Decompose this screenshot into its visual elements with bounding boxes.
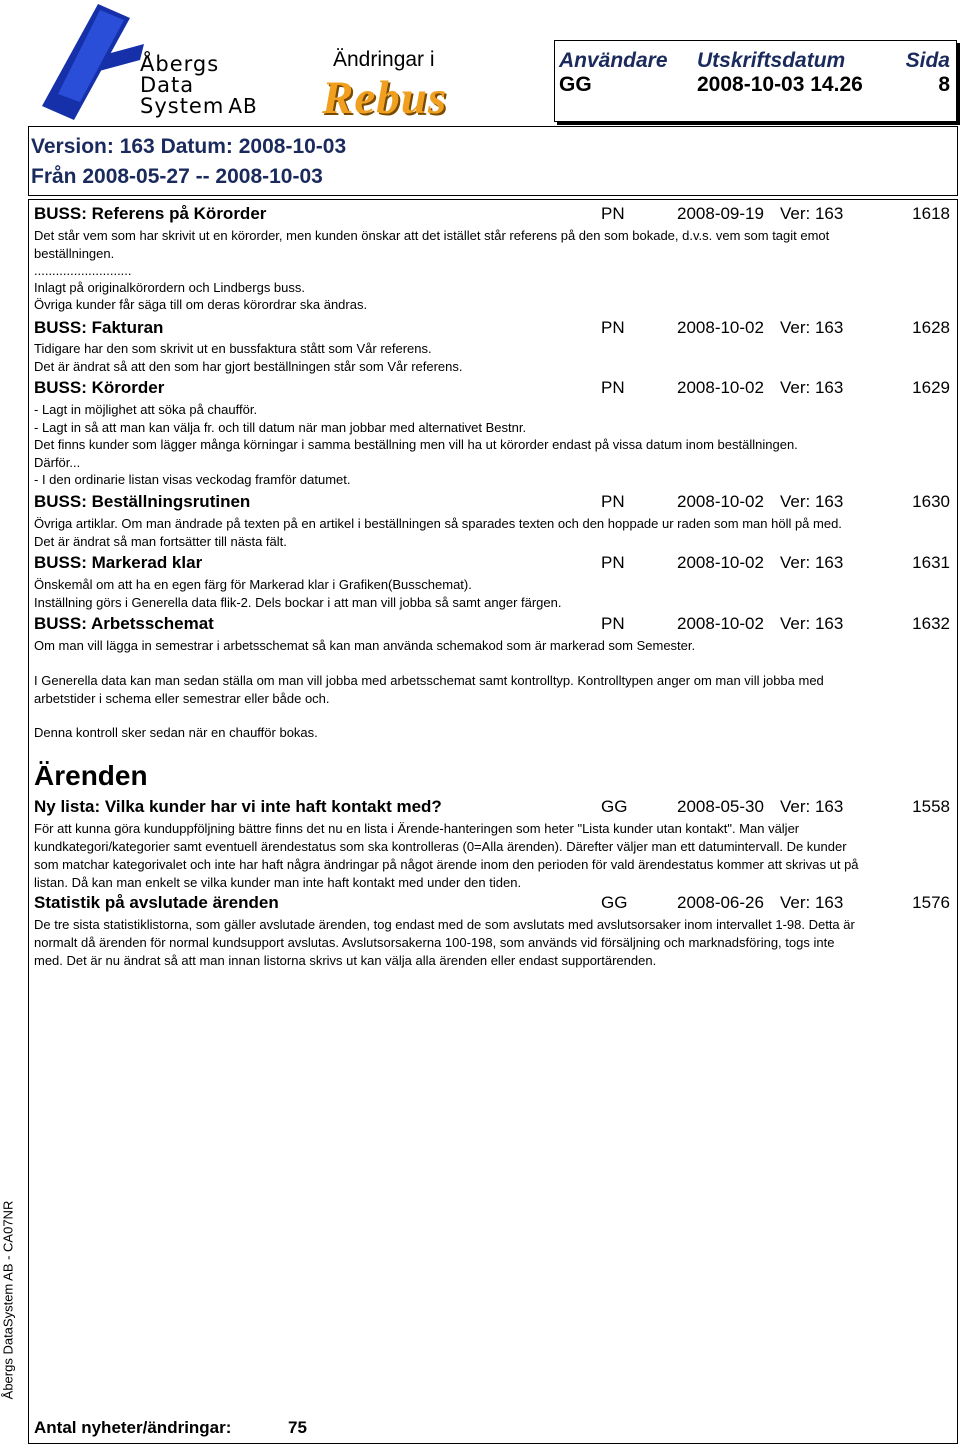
entry-version: Ver: 163 [780, 378, 844, 397]
entry-title: Ny lista: Vilka kunder har vi inte haft kontakt med? [34, 797, 442, 816]
user-value: GG [559, 73, 592, 96]
entry-text-line: Inställning görs i Generella data flik-2. Dels bockar i att man vill jobba så samt anger färgen. [34, 595, 562, 610]
entry-version: Ver: 163 [780, 893, 844, 912]
entry-text-line: I Generella data kan man sedan ställa om man vill jobba med arbetsschemat samt kontrolltyp. Kontrolltypen anger om man vill jobba med [34, 673, 824, 688]
change-entry-header [34, 318, 952, 340]
entry-text-line: listan. Då kan man enkelt se vilka kunder man inte haft kontakt med under den tiden. [34, 875, 522, 890]
case-entry-header [34, 797, 952, 819]
entry-text-line: Tidigare har den som skrivit ut en bussfaktura stått som Vår referens. [34, 341, 432, 356]
entry-text-line: med. Det är nu ändrat så att man innan listorna skrivs ut kan välja alla ärenden eller endast supportärenden. [34, 953, 657, 968]
entry-title: BUSS: Arbetsschemat [34, 614, 214, 633]
change-entry-header [34, 204, 952, 226]
entry-signature: GG [601, 893, 628, 912]
logo-system: System [140, 94, 225, 118]
entry-text-line: - Lagt in möjlighet att söka på chaufför. [34, 402, 258, 417]
vertical-footer-text [0, 1155, 18, 1445]
entry-number: 1629 [912, 378, 950, 397]
change-entry-header [34, 553, 952, 575]
entry-number: 1628 [912, 318, 950, 337]
entry-text-line: beställningen. [34, 246, 115, 261]
entry-date: 2008-10-02 [677, 492, 764, 511]
section-title: Ärenden [34, 760, 148, 791]
entry-date: 2008-10-02 [677, 553, 764, 572]
entry-text-line: Därför... [34, 455, 81, 470]
version-line: Version: 163 Datum: 2008-10-03 [31, 135, 347, 158]
entry-version: Ver: 163 [780, 614, 844, 633]
entry-date: 2008-05-30 [677, 797, 764, 816]
entry-version: Ver: 163 [780, 797, 844, 816]
entry-signature: PN [601, 204, 625, 223]
entry-text-line: som matchar kategorivalet och inte har haft några ändringar på något ärende inom den perioden för vald ärendestatus kommer att skrivas ut på [34, 857, 859, 872]
changes-in-label: Ändringar i [333, 48, 435, 71]
entry-signature: GG [601, 797, 628, 816]
entry-version: Ver: 163 [780, 553, 844, 572]
entry-date: 2008-06-26 [677, 893, 764, 912]
entry-signature: PN [601, 378, 625, 397]
entry-date: 2008-10-02 [677, 378, 764, 397]
entry-signature: PN [601, 492, 625, 511]
footer-count-label: Antal nyheter/ändringar: [34, 1418, 232, 1437]
page-label: Sida [905, 49, 950, 72]
vertical-company-code: Åbergs DataSystem AB - CA07NR [0, 1200, 16, 1400]
entry-title: BUSS: Fakturan [34, 318, 164, 337]
entry-title: BUSS: Beställningsrutinen [34, 492, 251, 511]
logo-line-1: Åbergs [140, 52, 220, 76]
logo-ab: AB [228, 94, 258, 118]
entry-text-line: Det finns kunder som lägger många körningar i samma beställning men vill ha ut körorder endast på vissa datum inom beställningen. [34, 437, 798, 452]
entry-signature: PN [601, 553, 625, 572]
entry-version: Ver: 163 [780, 318, 844, 337]
entry-text-line: Övriga kunder får säga till om deras körordrar ska ändras. [34, 297, 368, 312]
entry-date: 2008-09-19 [677, 204, 764, 223]
logo-line-3 [140, 96, 258, 117]
user-label: Användare [559, 49, 668, 72]
entry-title: Statistik på avslutade ärenden [34, 893, 279, 912]
print-date-label: Utskriftsdatum [697, 49, 846, 72]
version-box [28, 126, 958, 196]
entry-text-line: Önskemål om att ha en egen färg för Markerad klar i Grafiken(Busschemat). [34, 577, 472, 592]
entry-text-line: normalt då ärenden för normal kundsupport avslutas. Avslutsorsakerna 100-198, som används vid försäljning och marknadsföring, togs inte [34, 935, 835, 950]
entry-text-line: Om man vill lägga in semestrar i arbetsschemat så kan man använda schemakod som är markerad som Semester. [34, 638, 696, 653]
entry-text-line: Denna kontroll sker sedan när en chaufför bokas. [34, 725, 318, 740]
entry-text-line: arbetstider i schema eller semestrar eller både och. [34, 691, 330, 706]
case-entry-header [34, 893, 952, 915]
entry-title: BUSS: Markerad klar [34, 553, 203, 572]
entry-text-line: - I den ordinarie listan visas veckodag framför datumet. [34, 472, 351, 487]
entry-text-line: Inlagt på originalkörordern och Lindbergs buss. [34, 280, 306, 295]
rebus-product-logo: Rebus [322, 72, 448, 124]
entry-text-line: ........................... [34, 263, 132, 278]
entry-text-line: Övriga artiklar. Om man ändrade på texten på en artikel i beställningen så sparades texten och den hoppade ur raden som man höll på med. [34, 516, 842, 531]
entry-version: Ver: 163 [780, 492, 844, 511]
entry-text-line: För att kunna göra kunduppföljning bättre finns det nu en lista i Ärende-hanteringen som heter "Lista kunder utan kontakt". Man väljer [34, 821, 800, 836]
entry-signature: PN [601, 318, 625, 337]
entry-number: 1631 [912, 553, 950, 572]
entry-number: 1618 [912, 204, 950, 223]
entry-text-line: kundkategori/kategorier samt eventuell ärendestatus som ska kontrolleras (0=Alla ärenden). Därefter väljer man ett datumintervall. De kunder [34, 839, 847, 854]
entry-number: 1558 [912, 797, 950, 816]
entry-text-line: Det är ändrat så man fortsätter till nästa fält. [34, 534, 287, 549]
entry-text-line: De tre sista statistiklistorna, som gäller avslutade ärenden, tog endast med de som avslutats med avslutsorsaker inom intervallet 1-98. Detta är [34, 917, 855, 932]
company-logo [40, 4, 290, 120]
entry-date: 2008-10-02 [677, 614, 764, 633]
change-entry-header [34, 614, 952, 636]
entry-signature: PN [601, 614, 625, 633]
change-entry-header [34, 492, 952, 514]
entry-number: 1632 [912, 614, 950, 633]
entry-text-line: Det är ändrat så att den som har gjort beställningen står som Vår referens. [34, 359, 463, 374]
entry-number: 1576 [912, 893, 950, 912]
print-date-value: 2008-10-03 14.26 [697, 73, 863, 96]
change-entry-header [34, 378, 952, 400]
page-number: 8 [938, 73, 950, 96]
entry-title: BUSS: Referens på Körorder [34, 204, 267, 223]
print-info-box [554, 40, 957, 122]
entry-date: 2008-10-02 [677, 318, 764, 337]
date-range-line: Från 2008-05-27 -- 2008-10-03 [31, 165, 323, 188]
entry-number: 1630 [912, 492, 950, 511]
entry-text-line: Det står vem som har skrivit ut en körorder, men kunden önskar att det istället står referens på den som bokade, d.v.s. vem som tagit emot [34, 228, 830, 243]
entry-text-line: - Lagt in så att man kan välja fr. och till datum när man jobbar med alternativet Bestnr. [34, 420, 527, 435]
footer-count-value: 75 [288, 1418, 307, 1437]
entry-version: Ver: 163 [780, 204, 844, 223]
logo-line-2: Data [140, 73, 195, 97]
entry-title: BUSS: Körorder [34, 378, 165, 397]
